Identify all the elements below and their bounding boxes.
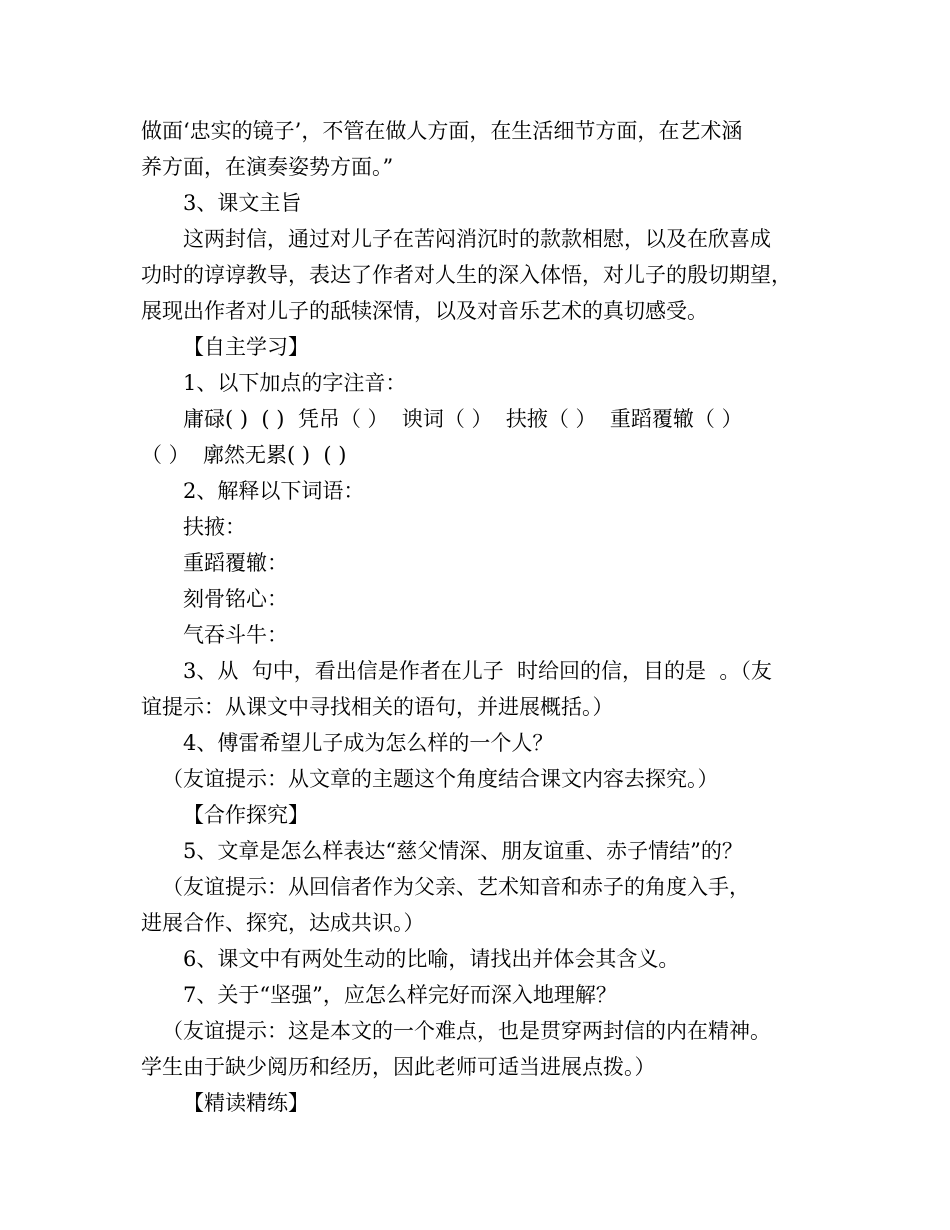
hint-line: （友谊提示：这是本文的一个难点，也是贯穿两封信的内在精神。 (162, 1019, 771, 1043)
hint-line: （友谊提示：从回信者作为父亲、艺术知音和赤子的角度入手， (162, 875, 750, 899)
vocab-item: 气吞斗牛： (183, 623, 288, 647)
text-line: 这两封信，通过对儿子在苦闷消沉时的款款相慰，以及在欣喜成 (183, 227, 771, 251)
section-heading: 【合作探究】 (183, 803, 309, 827)
text-line: 做面‘忠实的镜子’，不管在做人方面，在生活细节方面，在艺术涵 (141, 119, 743, 143)
section-heading: 3、课文主旨 (183, 191, 302, 215)
section-heading: 【精读精练】 (183, 1091, 309, 1115)
text-line: 进展合作、探究，达成共识。） (141, 911, 425, 935)
question: 7、关于“坚强”，应怎么样完好而深入地理解？ (183, 983, 617, 1007)
vocab-item: 刻骨铭心： (183, 587, 288, 611)
section-heading: 【自主学习】 (183, 335, 309, 359)
pinyin-items: （ ） 廓然无累( ) ( ) (141, 443, 347, 467)
text-line: 谊提示：从课文中寻找相关的语句，并进展概括。） (141, 695, 614, 719)
pinyin-items: 庸碌( ) ( ) 凭吊（ ） 谀词（ ） 扶掖（ ） 重蹈覆辙（ ） (183, 407, 743, 431)
vocab-item: 重蹈覆辙： (183, 551, 288, 575)
hint-line: （友谊提示：从文章的主题这个角度结合课文内容去探究。） (162, 767, 719, 791)
question: 2、解释以下词语： (183, 479, 365, 503)
question: 3、从 句中，看出信是作者在儿子 时给回的信，目的是 。（友 (183, 659, 772, 683)
question: 1、以下加点的字注音： (183, 371, 407, 395)
question: 5、文章是怎么样表达“慈父情深、朋友谊重、赤子情结”的？ (183, 839, 743, 863)
text-line: 功时的谆谆教导，表达了作者对人生的深入体悟，对儿子的殷切期望， (141, 263, 792, 287)
text-line: 展现出作者对儿子的舐犊深情，以及对音乐艺术的真切感受。 (141, 299, 708, 323)
vocab-item: 扶掖： (183, 515, 246, 539)
question: 6、课文中有两处生动的比喻，请找出并体会其含义。 (183, 947, 680, 971)
text-line: 学生由于缺少阅历和经历，因此老师可适当进展点拨。） (141, 1055, 656, 1079)
text-line: 养方面，在演奏姿势方面。” (141, 155, 394, 179)
question: 4、傅雷希望儿子成为怎么样的一个人？ (183, 731, 554, 755)
